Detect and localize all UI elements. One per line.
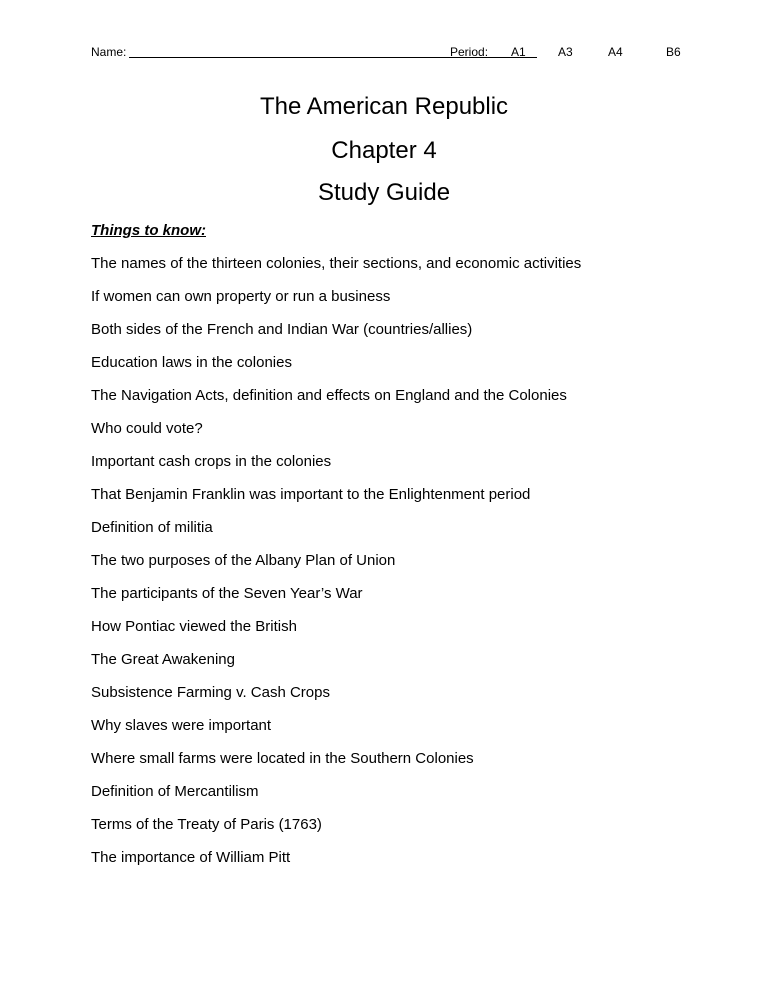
list-item: Why slaves were important bbox=[91, 717, 272, 734]
things-to-know-heading: Things to know: bbox=[91, 222, 206, 239]
list-item: That Benjamin Franklin was important to the Enlightenment period bbox=[91, 486, 531, 503]
list-item: The Great Awakening bbox=[91, 651, 235, 668]
period-option-a3: A3 bbox=[558, 45, 573, 59]
name-period-header bbox=[91, 45, 768, 61]
list-item: Education laws in the colonies bbox=[91, 354, 292, 371]
list-item: Both sides of the French and Indian War (countries/allies) bbox=[91, 321, 473, 338]
list-item: The two purposes of the Albany Plan of Union bbox=[91, 552, 396, 569]
document-title: The American Republic bbox=[259, 93, 509, 120]
list-item: Who could vote? bbox=[91, 420, 203, 437]
period-option-a1: A1 bbox=[511, 45, 526, 59]
list-item: If women can own property or run a business bbox=[91, 288, 391, 305]
period-option-b6: B6 bbox=[666, 45, 681, 59]
name-label: Name: bbox=[91, 45, 127, 59]
list-item: Definition of Mercantilism bbox=[91, 783, 259, 800]
list-item: Terms of the Treaty of Paris (1763) bbox=[91, 816, 322, 833]
list-item: The names of the thirteen colonies, their sections, and economic activities bbox=[91, 255, 582, 272]
chapter-title: Chapter 4 bbox=[331, 137, 437, 164]
things-to-know-list bbox=[91, 255, 581, 882]
period-option-a4: A4 bbox=[608, 45, 623, 59]
list-item: Subsistence Farming v. Cash Crops bbox=[91, 684, 330, 701]
list-item: The importance of William Pitt bbox=[91, 849, 291, 866]
period-label: Period: bbox=[450, 45, 489, 59]
study-guide-title: Study Guide bbox=[317, 179, 451, 206]
list-item: How Pontiac viewed the British bbox=[91, 618, 297, 635]
list-item: The Navigation Acts, definition and effects on England and the Colonies bbox=[91, 387, 567, 404]
list-item: Where small farms were located in the Southern Colonies bbox=[91, 750, 474, 767]
list-item: Definition of militia bbox=[91, 519, 213, 536]
list-item: Important cash crops in the colonies bbox=[91, 453, 332, 470]
list-item: The participants of the Seven Year’s War bbox=[91, 585, 363, 602]
